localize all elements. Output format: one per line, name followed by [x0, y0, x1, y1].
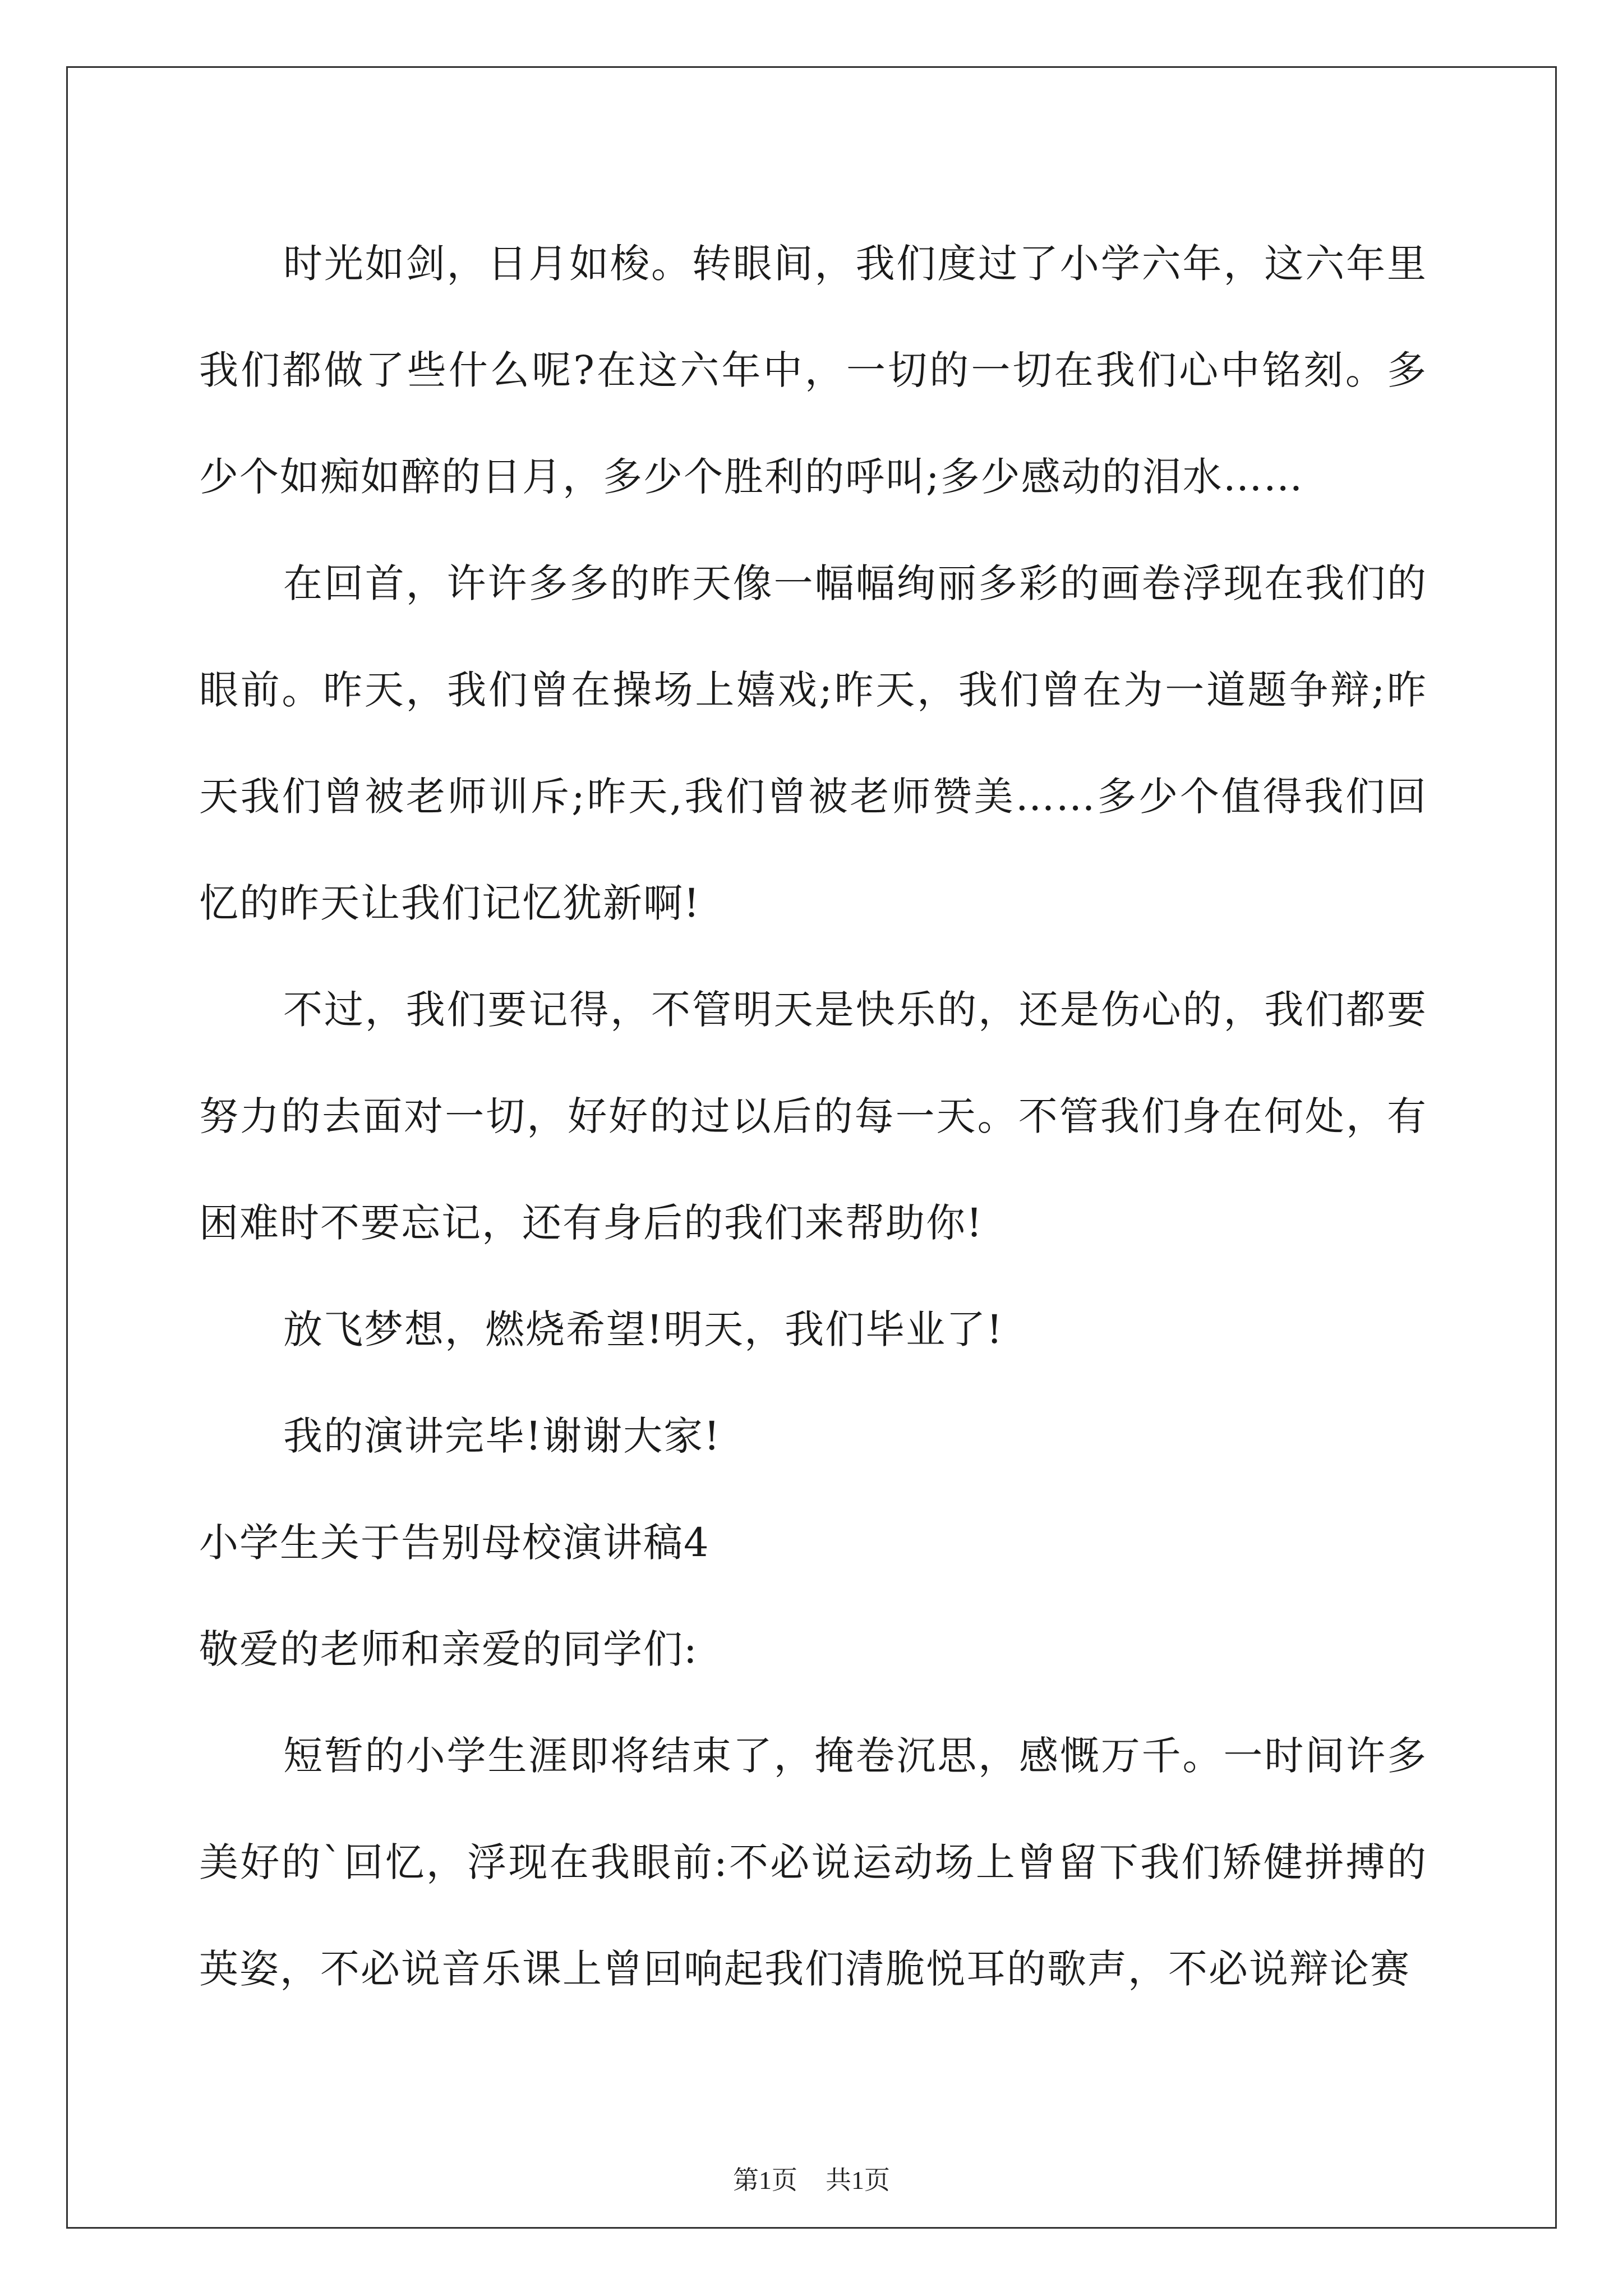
page-footer [0, 2160, 1623, 2197]
total-pages-label: 共1页 [826, 2166, 890, 2194]
paragraph-5: 我的演讲完毕!谢谢大家! [283, 1413, 721, 1459]
paragraph-1: 时光如剑，日月如梭。转眼间，我们度过了小学六年，这六年里我们都做了些什么呢?在这六年中，一切的一切在我们心中铭刻。多少个如痴如醉的日月，多少个胜利的呼叫;多少感动的泪水…… [199, 241, 1427, 500]
section-heading: 小学生关于告别母校演讲稿4 [199, 1520, 710, 1566]
paragraph-2: 在回首，许许多多的昨天像一幅幅绚丽多彩的画卷浮现在我们的眼前。昨天，我们曾在操场上嬉戏;昨天，我们曾在为一道题争辩;昨天我们曾被老师训斥;昨天,我们曾被老师赞美……多少个值得我们回忆的昨天让我们记忆犹新啊! [199, 560, 1427, 926]
document-body [199, 210, 1427, 2022]
paragraph-4: 放飞梦想，燃烧希望!明天，我们毕业了! [283, 1306, 1004, 1352]
salutation: 敬爱的老师和亲爱的同学们: [199, 1626, 698, 1672]
paragraph-6: 短暂的小学生涯即将结束了，掩卷沉思，感慨万千。一时间许多美好的`回忆，浮现在我眼前:不必说运动场上曾留下我们矫健拼搏的英姿，不必说音乐课上曾回响起我们清脆悦耳的歌声，不必说辩论赛 [199, 1733, 1427, 1992]
current-page-label: 第1页 [733, 2166, 797, 2194]
paragraph-3: 不过，我们要记得，不管明天是快乐的，还是伤心的，我们都要努力的去面对一切，好好的过以后的每一天。不管我们身在何处，有困难时不要忘记，还有身后的我们来帮助你! [199, 987, 1427, 1246]
